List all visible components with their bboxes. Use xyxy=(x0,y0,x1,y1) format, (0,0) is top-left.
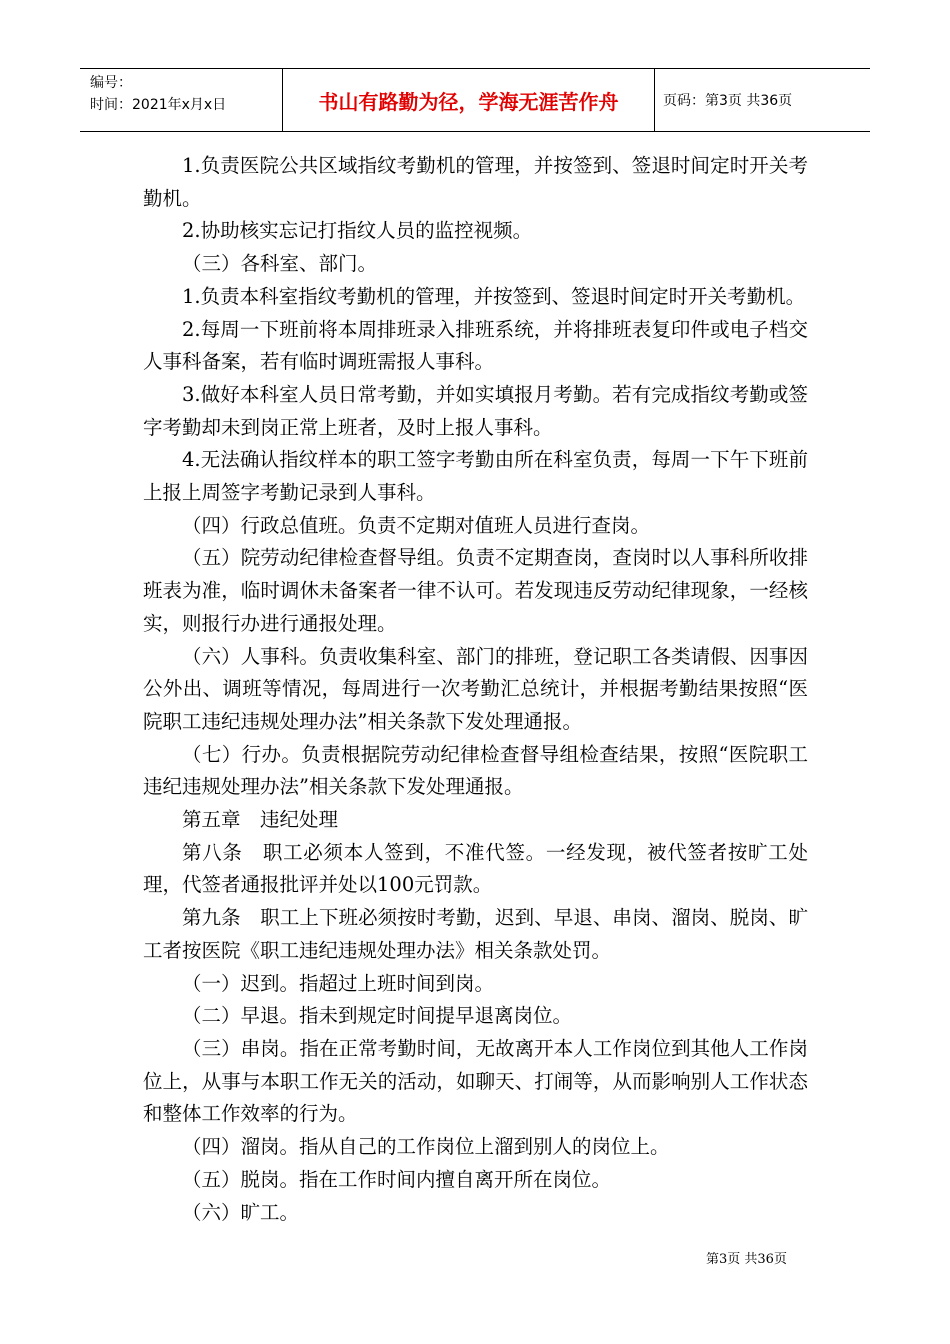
article: 第九条 职工上下班必须按时考勤，迟到、早退、串岗、溜岗、脱岗、旷工者按医院《职工违纪违规处理办法》相关条款处罚。 xyxy=(143,906,808,962)
chapter-heading: 第五章 违纪处理 xyxy=(182,808,339,832)
document-date: 时间：2021年x月x日 xyxy=(90,97,227,113)
document-body xyxy=(143,150,808,1229)
paragraph: （一）迟到。指超过上班时间到岗。 xyxy=(182,971,495,995)
paragraph: 2.每周一下班前将本周排班录入排班系统，并将排班表复印件或电子档交人事科备案，若有临时调班需报人事科。 xyxy=(143,317,808,374)
paragraph: （二）早退。指未到规定时间提早退离岗位。 xyxy=(182,1004,573,1028)
document-number-label: 编号： xyxy=(90,75,132,91)
paragraph: （六）人事科。负责收集科室、部门的排班，登记职工各类请假、因事因公外出、调班等情况，每周进行一次考勤汇总统计，并根据考勤结果按照“医院职工违纪违规处理办法”相关条款下发处理通报。 xyxy=(143,644,808,733)
header-page-info: 页码：第3页 共36页 xyxy=(663,93,793,109)
page-header xyxy=(80,68,870,132)
header-motto: 书山有路勤为径，学海无涯苦作舟 xyxy=(283,69,655,131)
paragraph: （四）溜岗。指从自己的工作岗位上溜到别人的岗位上。 xyxy=(182,1135,670,1159)
header-meta xyxy=(80,69,283,131)
paragraph: （五）院劳动纪律检查督导组。负责不定期查岗，查岗时以人事科所收排班表为准，临时调休未备案者一律不认可。若发现违反劳动纪律现象，一经核实，则报行办进行通报处理。 xyxy=(143,546,808,635)
article: 第八条 职工必须本人签到，不准代签。一经发现，被代签者按旷工处理，代签者通报批评并处以100元罚款。 xyxy=(143,840,808,897)
paragraph: （五）脱岗。指在工作时间内擅自离开所在岗位。 xyxy=(182,1167,612,1191)
page-footer: 第3页 共36页 xyxy=(706,1252,787,1267)
paragraph: 2.协助核实忘记打指纹人员的监控视频。 xyxy=(182,219,533,243)
paragraph: （三）串岗。指在正常考勤时间，无故离开本人工作岗位到其他人工作岗位上，从事与本职工作无关的活动，如聊天、打闹等，从而影响别人工作状态和整体工作效率的行为。 xyxy=(143,1036,808,1126)
paragraph: 4.无法确认指纹样本的职工签字考勤由所在科室负责，每周一下午下班前上报上周签字考勤记录到人事科。 xyxy=(143,448,808,505)
paragraph: （六）旷工。 xyxy=(182,1200,300,1224)
paragraph: （四）行政总值班。负责不定期对值班人员进行查岗。 xyxy=(182,513,651,537)
section-heading: （三）各科室、部门。 xyxy=(182,252,378,276)
paragraph: 3.做好本科室人员日常考勤，并如实填报月考勤。若有完成指纹考勤或签字考勤却未到岗正常上班者，及时上报人事科。 xyxy=(143,382,808,439)
paragraph: 1.负责本科室指纹考勤机的管理，并按签到、签退时间定时开关考勤机。 xyxy=(182,284,806,308)
paragraph: （七）行办。负责根据院劳动纪律检查督导组检查结果，按照“医院职工违纪违规处理办法”相关条款下发处理通报。 xyxy=(143,742,808,799)
paragraph: 1.负责医院公共区域指纹考勤机的管理，并按签到、签退时间定时开关考勤机。 xyxy=(143,154,808,210)
